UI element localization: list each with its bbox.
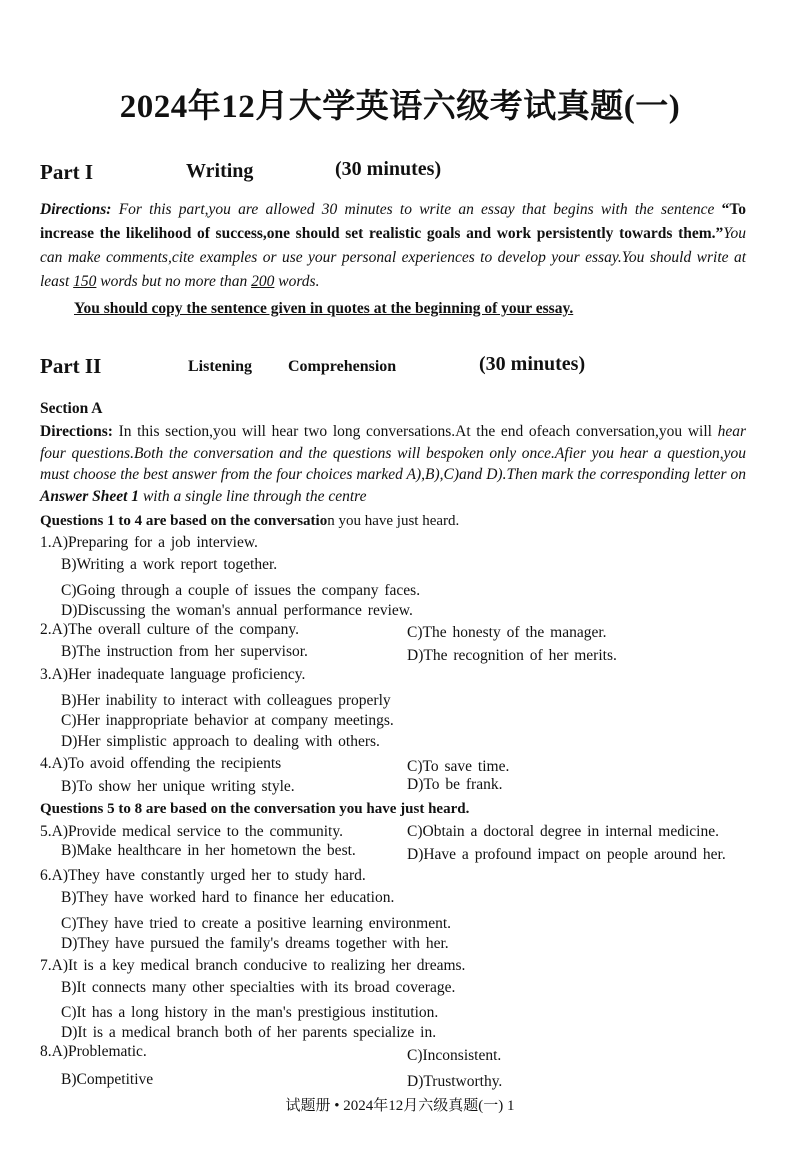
min-words: 150 [73,273,97,290]
q7-option-d: D)It is a medical branch both of her parents specialize in. [61,1024,437,1041]
q3-option-c: C)Her inappropriate behavior at company meetings. [61,712,394,729]
q7-option-a: 7.A)It is a key medical branch conducive to realizing her dreams. [40,957,466,974]
q8-option-a: 8.A)Problematic. [40,1043,147,1060]
section-a-directions-plain: In this section,you will hear two long conversations.At the end ofeach conversation,you will [118,423,712,440]
q1-option-b: B)Writing a work report together. [61,556,278,573]
q6-option-c: C)They have tried to create a positive learning environment. [61,915,452,932]
q7-option-c: C)It has a long history in the man's prestigious institution. [61,1004,439,1021]
q5-option-a: 5.A)Provide medical service to the community. [40,823,343,840]
part1-directions [40,198,746,294]
q5-option-d: D)Have a profound impact on people around her. [407,846,726,863]
max-words: 200 [251,273,275,290]
group1-heading-bold: Questions 1 to 4 are based on the conversatio [40,513,328,529]
part1-label: Part I [40,160,94,184]
q1-option-c: C)Going through a couple of issues the company faces. [61,582,421,599]
q5-option-c: C)Obtain a doctoral degree in internal medicine. [407,823,719,840]
section-a-directions-italic: hear four questions.Both the conversation and the questions will bespoken only once.Afier you hear a question,you must choose the best answer from the four choices marked A),B),C)and D).Then mark the corresponding letter on [40,423,747,483]
q1-option-d: D)Discussing the woman's annual performance review. [61,602,413,619]
part1-directions-label: Directions: [40,201,112,218]
words-end: words. [278,273,320,290]
page-title: 2024年12月大学英语六级考试真题(一) [119,89,681,125]
part2-name-b: Comprehension [288,358,397,375]
q5-option-b: B)Make healthcare in her hometown the best. [61,842,356,859]
part1-directions-text-b: You can make comments,cite examples or use your personal experiences to develop your essay.You should write at least [40,225,746,290]
section-a-directions-label: Directions: [40,423,113,440]
part2-time: (30 minutes) [479,353,586,375]
q6-option-b: B)They have worked hard to finance her education. [61,889,395,906]
section-a-directions [40,421,746,507]
words-mid: words but no more than [100,273,248,290]
q8-option-c: C)Inconsistent. [407,1047,502,1064]
section-a-heading: Section A [40,400,103,417]
q2-option-c: C)The honesty of the manager. [407,624,607,641]
part1-directions-text-a: For this part,you are allowed 30 minutes to write an essay that begins with the sentence [118,201,715,218]
part1-instruction: You should copy the sentence given in quotes at the beginning of your essay. [74,300,574,317]
q2-option-a: 2.A)The overall culture of the company. [40,621,300,638]
page-footer: 试题册 • 2024年12月六级真题(一) 1 [285,1098,515,1114]
q1-option-a: 1.A)Preparing for a job interview. [40,534,258,551]
q8-option-d: D)Trustworthy. [407,1073,503,1090]
q7-option-b: B)It connects many other specialties with its broad coverage. [61,979,456,996]
q2-option-d: D)The recognition of her merits. [407,647,617,664]
q4-option-c: C)To save time. [407,758,510,775]
part1-name: Writing [186,160,254,182]
answer-sheet: Answer Sheet 1 [40,487,140,505]
q4-option-d: D)To be frank. [407,776,503,793]
q6-option-a: 6.A)They have constantly urged her to study hard. [40,867,366,884]
q4-option-a: 4.A)To avoid offending the recipients [40,755,282,772]
q3-option-d: D)Her simplistic approach to dealing with others. [61,733,380,750]
group1-heading [40,513,459,530]
q3-option-a: 3.A)Her inadequate language proficiency. [40,666,306,683]
part1-time: (30 minutes) [335,158,442,180]
part2-name-a: Listening [188,358,253,375]
group1-heading-normal: n you have just heard. [327,513,460,529]
q4-option-b: B)To show her unique writing style. [61,778,295,795]
q2-option-b: B)The instruction from her supervisor. [61,643,308,660]
part2-label: Part II [40,354,102,378]
q6-option-d: D)They have pursued the family's dreams together with her. [61,935,449,952]
q3-option-b: B)Her inability to interact with colleagues properly [61,692,391,709]
section-a-directions-end: with a single line through the centre [142,487,367,505]
part1-directions-quote: “To increase the likelihood of success,one should set realistic goals and work persistently towards them.” [40,201,746,242]
q8-option-b: B)Competitive [61,1071,154,1088]
group2-heading: Questions 5 to 8 are based on the conversation you have just heard. [40,801,470,817]
